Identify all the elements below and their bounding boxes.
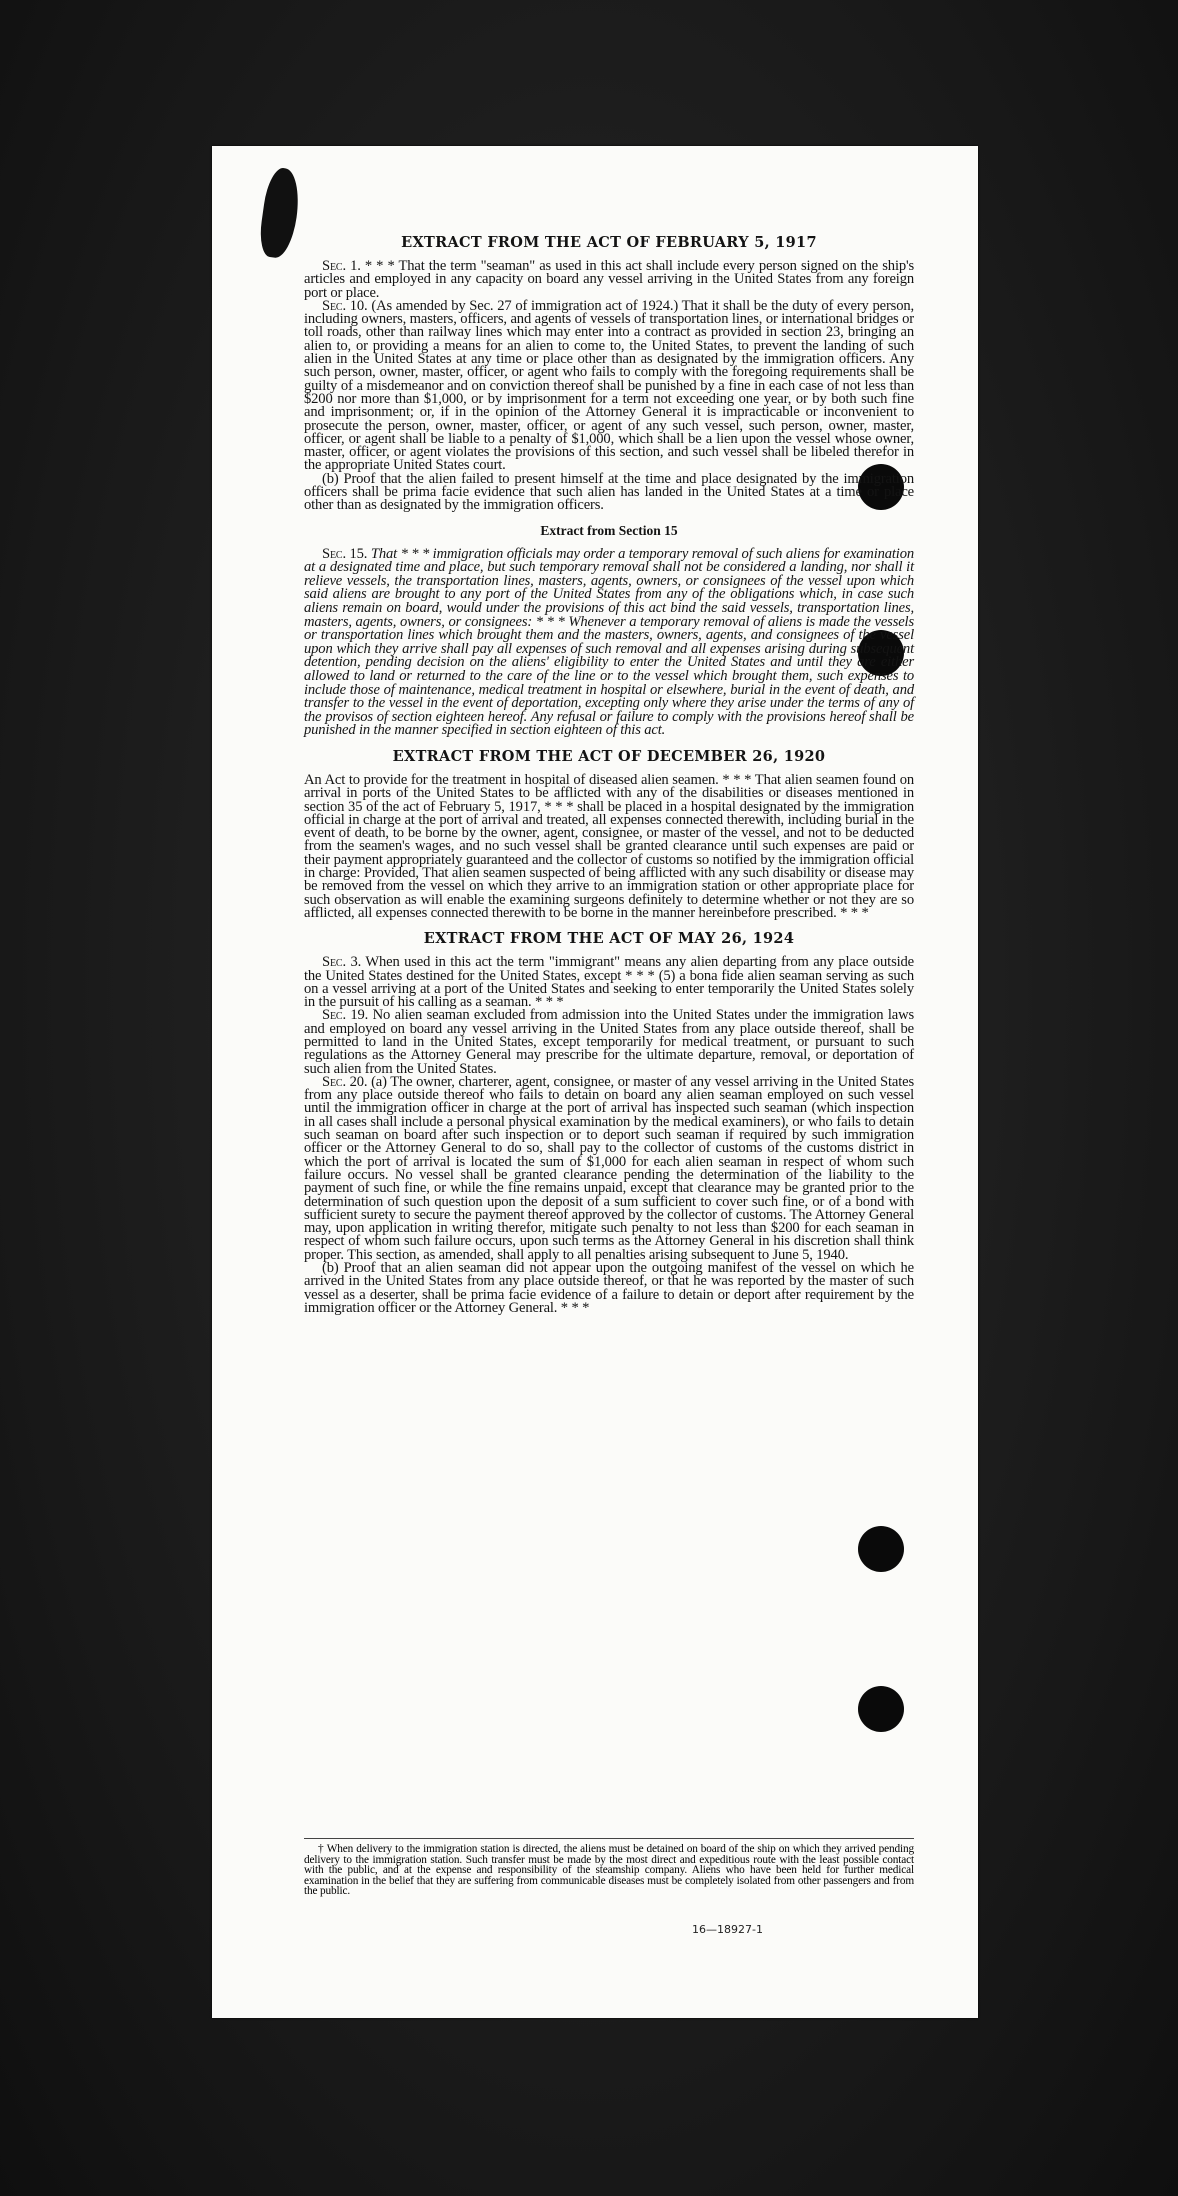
section-1 [304,260,914,300]
section-text: (As amended by Sec. 27 of immigration act of 1924.) That it shall be the duty of every person, including owners, masters, officers, and agents of vessels of transportation lines, or international bridges or toll roads, other than railway lines which may enter into a contract as provided in section 23, bringing an alien to, or providing a means for an alien to come to, the United States, to prevent the landing of such alien in the United States at any time or place other than as designated by the immigration officers. Any such person, owner, master, officer, or agent who fails to comply with the foregoing requirements shall be guilty of a misdemeanor and on conviction thereof shall be punished by a fine in each case of not less than $200 nor more than $1,000, or by imprisonment for a term not exceeding one year, or by both such fine and imprisonment; or, if in the opinion of the Attorney General it is impracticable or inconvenient to prosecute the person, owner, master, officer, or agent of any such vessel, such person, owner, master, officer, or agent shall be liable to a penalty of $1,000, which shall be a lien upon the vessel whose owner, master, officer, or agent violates the provisions of this section, and such vessel shall be libeled therefor in the appropriate United States court. [304,297,915,474]
section-19 [304,1009,914,1075]
section-label: Sec. 10. [322,297,368,314]
section-text: (a) The owner, charterer, agent, consignee, or master of any vessel arriving in the United States from any place outside thereof who fails to detain on board any alien seaman employed on such vessel until the immigration officer in charge at the port of arrival has inspected such seaman (which inspection in all cases shall include a personal physical examination by the medical examiners), or who fails to detain such seaman on board after such inspection or to deport such seaman if required by such immigration officer or the Attorney General to do so, shall pay to the collector of customs of the customs district in which the port of arrival is located the sum of $1,000 for each alien seaman in respect of whom such failure occurs. No vessel shall be granted clearance pending the determination of the liability to the payment of such fine, or while the fine remains unpaid, except that clearance may be granted prior to the determination of such question upon the deposit of a sum sufficient to cover such fine, or of a bond with sufficient surety to secure the payment thereof approved by the collector of customs. The Attorney General may, upon application in writing therefor, mitigate such penalty to not less than $200 for each seaman in respect of whom such failure occurs, upon such terms as the Attorney General in his discretion shall think proper. This section, as amended, shall apply to all penalties arising subsequent to June 5, 1940. [304,1073,914,1263]
section-label: Sec. 20. [322,1073,368,1090]
form-number: 16—18927-1 [692,1923,763,1936]
punch-hole [858,1526,904,1572]
act-dec-1920-text: An Act to provide for the treatment in hospital of diseased alien seamen. * * * That alien seamen found on arrival in ports of the United States to be afflicted with any of the disabilities or diseases mentioned in section 35 of the act of February 5, 1917, * * * shall be placed in a hospital designated by the immigration official in charge at the port of arrival and treated, all expenses connected therewith, including burial in the event of death, to be borne by the owner, agent, consignee, or master of the vessel, and not to be deducted from the seamen's wages, and no such vessel shall be granted clearance until such expenses are paid or their payment appropriately guaranteed and the collector of customs so notified by the immigration official in charge: Provided, That alien seamen suspected of being afflicted with any such disability or disease may be removed from the vessel on which they arrive to an immigration station or other appropriate place for such observation as will enable the examining surgeons definitely to determine whether or not they are so afflicted, all expenses connected therewith to be borne in the manner hereinbefore prescribed. * * * [304,771,914,921]
document-body [304,234,914,1315]
section-label: Sec. 15. [322,545,368,562]
footnote [304,1838,914,1897]
section-text: That * * * immigration officials may order a temporary removal of such aliens for examination at a designated time and place, but such temporary removal shall not be considered a landing, nor shall it relieve vessels, the transportation lines, masters, agents, owners, or consignees of the vessel upon which said aliens are brought to any port of the United States from any of the obligations which, in case such aliens remain on board, would under the provisions of this act bind the said vessels, transportation lines, masters, agents, owners, or consignees: * * * Whenever a temporary removal of aliens is made the vessels or transportation lines which brought them and the masters, owners, agents, and consignees of the vessel upon which they arrive shall pay all expenses of such removal and all expenses arising during subsequent detention, pending decision on the aliens' eligibility to enter the United States and until they are either allowed to land or returned to the care of the line or to the vessel which brought them, such expenses to include those of maintenance, medical treatment in hospital or elsewhere, burial in the event of death, and transfer to the vessel in the event of deportation, excepting only where they arise under the terms of any of the provisos of section eighteen hereof. Any refusal or failure to comply with the provisions hereof shall be punished in the manner specified in section eighteen of this act. [304,545,915,739]
section-text: * * * That the term "seaman" as used in this act shall include every person signed on the ship's articles and employed in any capacity on board any vessel arriving in the United States from any foreign port or place. [304,258,915,301]
section-text: When used in this act the term "immigrant" means any alien departing from any place outside the United States destined for the United States, except * * * (5) a bona fide alien seaman serving as such on a vessel arriving at a port of the United States and seeking to enter temporarily the United States solely in the pursuit of his calling as a seaman. * * * [304,954,914,1011]
heading-act-may-1924: EXTRACT FROM THE ACT OF MAY 26, 1924 [423,930,795,948]
section-text: No alien seaman excluded from admission into the United States under the immigration laws and employed on board any vessel arriving in the United States from any place outside thereof, shall be permitted to land in the United States, except temporarily for medical treatment, or pursuant to such regulations as the Attorney General may prescribe for the ultimate departure, removal, or deportation of such alien from the United States. [304,1007,915,1077]
punch-hole [858,1686,904,1732]
ink-smudge [257,166,303,260]
heading-act-feb-1917: EXTRACT FROM THE ACT OF FEBRUARY 5, 1917 [401,234,817,251]
section-10 [304,297,915,474]
section-10-b: (b) Proof that the alien failed to present himself at the time and place designated by the immigration officers shall be prima facie evidence that such alien has landed in the United States at a time or place other than as designated by the immigration officers. [304,470,914,514]
section-20-b: (b) Proof that an alien seaman did not appear upon the outgoing manifest of the vessel on which he arrived in the United States from any place outside thereof, or that he was reported by the master of such vessel as a deserter, shall be prima facie evidence of a failure to detain or deport after requirement by the immigration officer or the Attorney General. * * * [304,1260,914,1316]
section-label: Sec. 1. [322,258,361,274]
section-20 [304,1073,914,1263]
heading-act-dec-1920: EXTRACT FROM THE ACT OF DECEMBER 26, 1920 [392,747,826,765]
section-3 [304,956,914,1009]
section-label: Sec. 19. [322,1007,369,1024]
section-label: Sec. 3. [322,954,362,971]
subheading-section-15: Extract from Section 15 [540,522,678,538]
section-15 [304,545,915,739]
footnote-text: † When delivery to the immigration station is directed, the aliens must be detained on board of the ship on which they arrived pending delivery to the immigration station. Such transfer must be made by the most direct and expeditious route with the least possible contact with the public, and at the expense and responsibility of the steamship company. Aliens who have been held for further medical examination in the belief that they are suffering from communicable diseases must be completely isolated from other passengers and from the public. [304,1843,914,1898]
document-page [212,146,978,2018]
